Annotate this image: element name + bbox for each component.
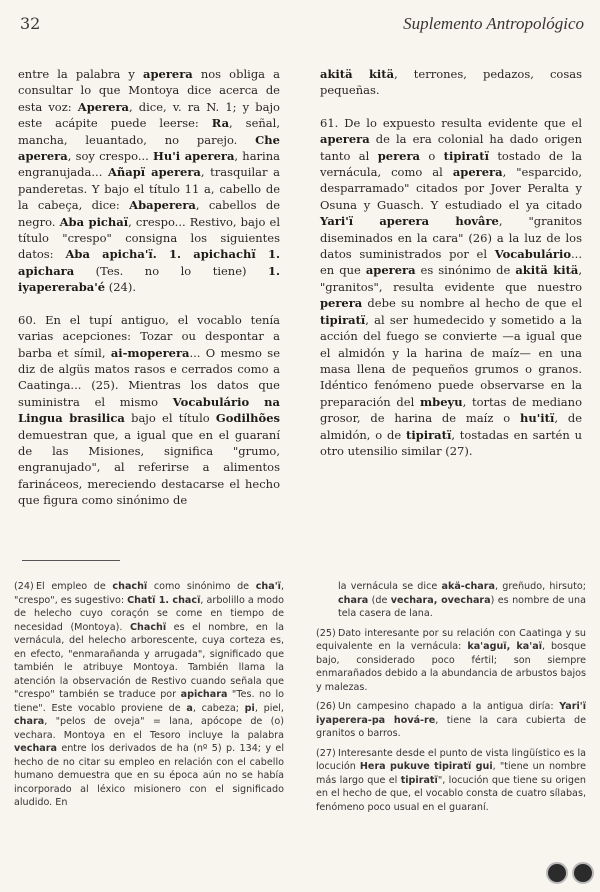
text-run: , crespo... Restivo, bajo el título "crespo" consigna los siguientes datos: — [18, 214, 281, 262]
bold-term: Ra — [211, 116, 230, 131]
text-run: entre los derivados de ha (nº 5) p. 134; y el hecho de no citar su empleo en relación con el cabello humano demuestra que en su época aún no se había incorporado al léxico misionero con el significado aludido. En — [14, 743, 284, 808]
footnote-24 — [14, 580, 284, 810]
text-run: Interesante desde el punto de vista lingüístico es la locución — [316, 747, 586, 772]
text-run: ", locución que tiene su origen en el hecho de que, el vocablo consta de cuatro sílabas, fenómeno poco usual en el guaraní. — [316, 774, 586, 813]
text-run: , "crespo", es sugestivo: — [14, 581, 284, 606]
bold-term: aperera — [320, 132, 370, 147]
paragraph-continuation — [18, 66, 280, 296]
footnote-mark: (27) — [316, 747, 336, 759]
text-run: , al ser humedecido y sometido a la acción del fuego se convierte —a igual que el almidón y la harina de maíz— en una masa llena de pequeños grumos o granos. Idéntico fenómeno puede observarse en la preparación del — [320, 312, 582, 409]
text-run: debe su nombre al hecho de que el — [362, 296, 582, 311]
text-run: tostado de la vernácula, como al — [320, 148, 582, 180]
bold-term: tipiratï — [406, 427, 452, 442]
text-run: como sinónimo de — [147, 581, 256, 592]
paragraph-60 — [18, 312, 280, 509]
badge-icon — [546, 862, 568, 884]
footnote-27-text — [316, 748, 586, 813]
footnote-mark: (25) — [316, 627, 336, 639]
paragraph-61 — [320, 115, 582, 460]
bold-term: akitä kitä — [320, 67, 395, 81]
bold-term: Hu'i aperera — [153, 149, 235, 164]
bold-term: ka'aguï, ka'aï — [467, 641, 542, 652]
badge-icon — [572, 862, 594, 884]
right-column — [320, 66, 582, 459]
bold-term: aperera — [365, 263, 416, 278]
bold-term: perera — [320, 296, 363, 311]
bold-term: a — [186, 702, 193, 714]
bold-term: Hera pukuve tipiratï gui — [359, 761, 493, 772]
bold-term: mbeyu — [420, 394, 463, 409]
footnote-24-cont-text — [338, 581, 586, 619]
text-run: bajo el título — [124, 411, 216, 426]
text-run: 60. En el tupí antiguo, el vocablo tenía varias acepciones: Tozar ou despontar a barba et símil, — [18, 312, 280, 360]
bold-term: tipiratï — [320, 312, 366, 327]
bold-term: aperera — [452, 165, 503, 180]
text-run: , tostadas en sartén u otro utensilio similar (27). — [320, 427, 583, 458]
bold-term: 1. iyapereraba'é — [18, 263, 280, 295]
bold-term: Vocabulário na Lingua brasilica — [18, 394, 280, 426]
bold-term: Chatï 1. chacï — [127, 594, 201, 606]
text-run: 61. De lo expuesto resulta evidente que el — [320, 115, 582, 130]
text-run: nos obliga a consultar lo que Montoya dice acerca de esta voz: — [18, 67, 280, 114]
bold-term: akitä kitä — [515, 263, 579, 278]
paragraph-continuation-right — [320, 66, 582, 99]
bold-term: apichara — [180, 689, 228, 700]
bold-term: chachï — [112, 581, 148, 592]
text-run: , harina engranujada... — [18, 149, 280, 180]
text-run: , cabeza; — [192, 702, 245, 714]
bold-term: Che aperera — [18, 132, 280, 164]
footnote-25 — [316, 627, 586, 695]
text-run: , "pelos de oveja" = lana, apócope de (o) vechara. Montoya en el Tesoro incluye la palabra — [14, 716, 284, 741]
text-run: , terrones, pedazos, cosas pequeñas. — [320, 67, 583, 98]
bold-term: perera — [377, 148, 420, 163]
text-run: o — [419, 148, 444, 163]
footnote-26-text — [316, 701, 586, 739]
bold-term: akä-chara — [441, 581, 495, 592]
text-run: , de almidón, o de — [320, 411, 582, 442]
bold-term: Abaperera — [129, 198, 196, 213]
text-run: , "granitos diseminados en la cara" (26) a la luz de los datos suministrados por el — [320, 214, 582, 262]
bold-term: Chachï — [129, 621, 167, 633]
text-run: , cabellos de negro. — [18, 198, 281, 229]
bold-term: Godilhões — [215, 411, 280, 426]
text-run: El empleo de — [36, 581, 113, 592]
text-run: Un campesino chapado a la antigua diría: — [338, 701, 560, 712]
bold-term: vechara, ovechara — [390, 594, 491, 606]
footnote-26 — [316, 700, 586, 741]
text-run: (24). — [105, 280, 136, 295]
bold-term: aperera — [143, 67, 193, 81]
bold-term: Vocabulário — [494, 247, 572, 262]
text-run: la vernácula se dice — [338, 581, 442, 592]
text-run: (de — [368, 594, 391, 606]
text-run: , tortas de mediano grosor, de harina de maíz o — [320, 394, 582, 426]
bold-term: Añapï aperera — [108, 165, 201, 180]
text-run: demuestran que, a igual que en el guaraní de las Misiones, significa "grumo, engranujado", al referirse a alimentos farináceos, mereciendo destacarse el hecho que figura como sinónimo de — [18, 427, 280, 508]
text-run: ... O mesmo se diz de algüs matos rasos e cerrados como a Caatinga... (25). Mientras los datos que suministra el mismo — [18, 345, 280, 409]
footnotes-left — [14, 580, 284, 816]
text-run: , "esparcido, desparramado" citados por Jover Peralta y Osuna y Guasch. Y estudiado el ya citado — [320, 165, 582, 212]
text-run: entre la palabra y — [18, 67, 144, 81]
text-run: , arbolillo a modo de helecho cuyo coraçón se come en tiempo de necesidad (Montoya). — [14, 594, 284, 633]
bold-term: Yari'ï iyaperera-pa hová-re — [316, 701, 586, 726]
text-run: ) es nombre de una tela casera de lana. — [338, 594, 586, 619]
bold-term: chara — [338, 594, 369, 606]
footnote-24-continued — [316, 580, 586, 621]
text-run: (Tes. no lo tiene) — [74, 263, 268, 278]
footnote-mark: (24) — [14, 581, 34, 592]
bold-term: tipiratï — [400, 774, 438, 786]
text-run: , bosque bajo, considerado poco fértil; son siempre enmarañados debido a la abundancia de arbustos bajos y malezas. — [316, 641, 586, 693]
left-column — [18, 66, 280, 509]
corner-badges — [546, 862, 594, 884]
running-title: Suplemento Antropológico — [403, 14, 584, 33]
text-run: , dice, v. ra N. 1; y bajo este acápite puede leerse: — [18, 99, 280, 131]
text-run: Dato interesante por su relación con Caatinga y su equivalente en la vernácula: — [316, 627, 586, 652]
text-run: es sinónimo de — [415, 263, 516, 278]
text-run: es el nombre, en la vernácula, del helecho arborescente, cuya corteza es, en efecto, "enmarañanda y arrugada", significado que también le atribuye Montoya. También llama la atención la observación de Restivo cuando señala que "crespo" también se traduce por — [14, 621, 284, 700]
bold-term: ai-moperera — [110, 345, 190, 360]
bold-term: Yari'ï aperera hovâre — [320, 214, 499, 229]
text-run: , tiene la cara cubierta de granitos o barros. — [316, 714, 586, 739]
bold-term: Aperera — [77, 99, 129, 114]
footnote-24-text — [14, 581, 284, 808]
bold-term: tipiratï — [443, 148, 489, 163]
footnote-mark: (26) — [316, 701, 336, 712]
text-run: , señal, mancha, leuantado, no parejo. — [18, 116, 280, 147]
text-run: , "tiene un nombre más largo que el — [316, 761, 586, 786]
bold-term: Aba pichaï — [59, 214, 129, 229]
text-run: , trasquilar a panderetas. Y bajo el título 11 a, cabello de la cabeça, dice: — [18, 165, 280, 213]
text-run: "Tes. no lo tiene". Este vocablo proviene de — [14, 689, 284, 714]
bold-term: hu'itï — [520, 411, 555, 426]
text-run: de la era colonial ha dado origen tanto al — [320, 132, 582, 163]
footnote-27 — [316, 747, 586, 815]
text-run: ... en que — [320, 247, 582, 278]
bold-term: vechara — [14, 743, 57, 754]
text-run: , "granitos", resulta evidente que nuestro — [320, 263, 582, 294]
footnote-25-text — [316, 628, 586, 693]
text-run: , soy crespo... — [67, 149, 154, 164]
page-number: 32 — [20, 14, 41, 33]
footnote-rule — [22, 560, 120, 561]
bold-term: pi — [244, 702, 255, 714]
text-run: , piel, — [254, 702, 284, 714]
text-run: , greñudo, hirsuto; — [494, 581, 586, 592]
bold-term: Aba apicha'ï. 1. apichachï 1. apichara — [18, 247, 281, 278]
footnotes-right — [316, 580, 586, 820]
bold-term: cha'ï — [255, 581, 281, 592]
bold-term: chara — [14, 716, 45, 727]
